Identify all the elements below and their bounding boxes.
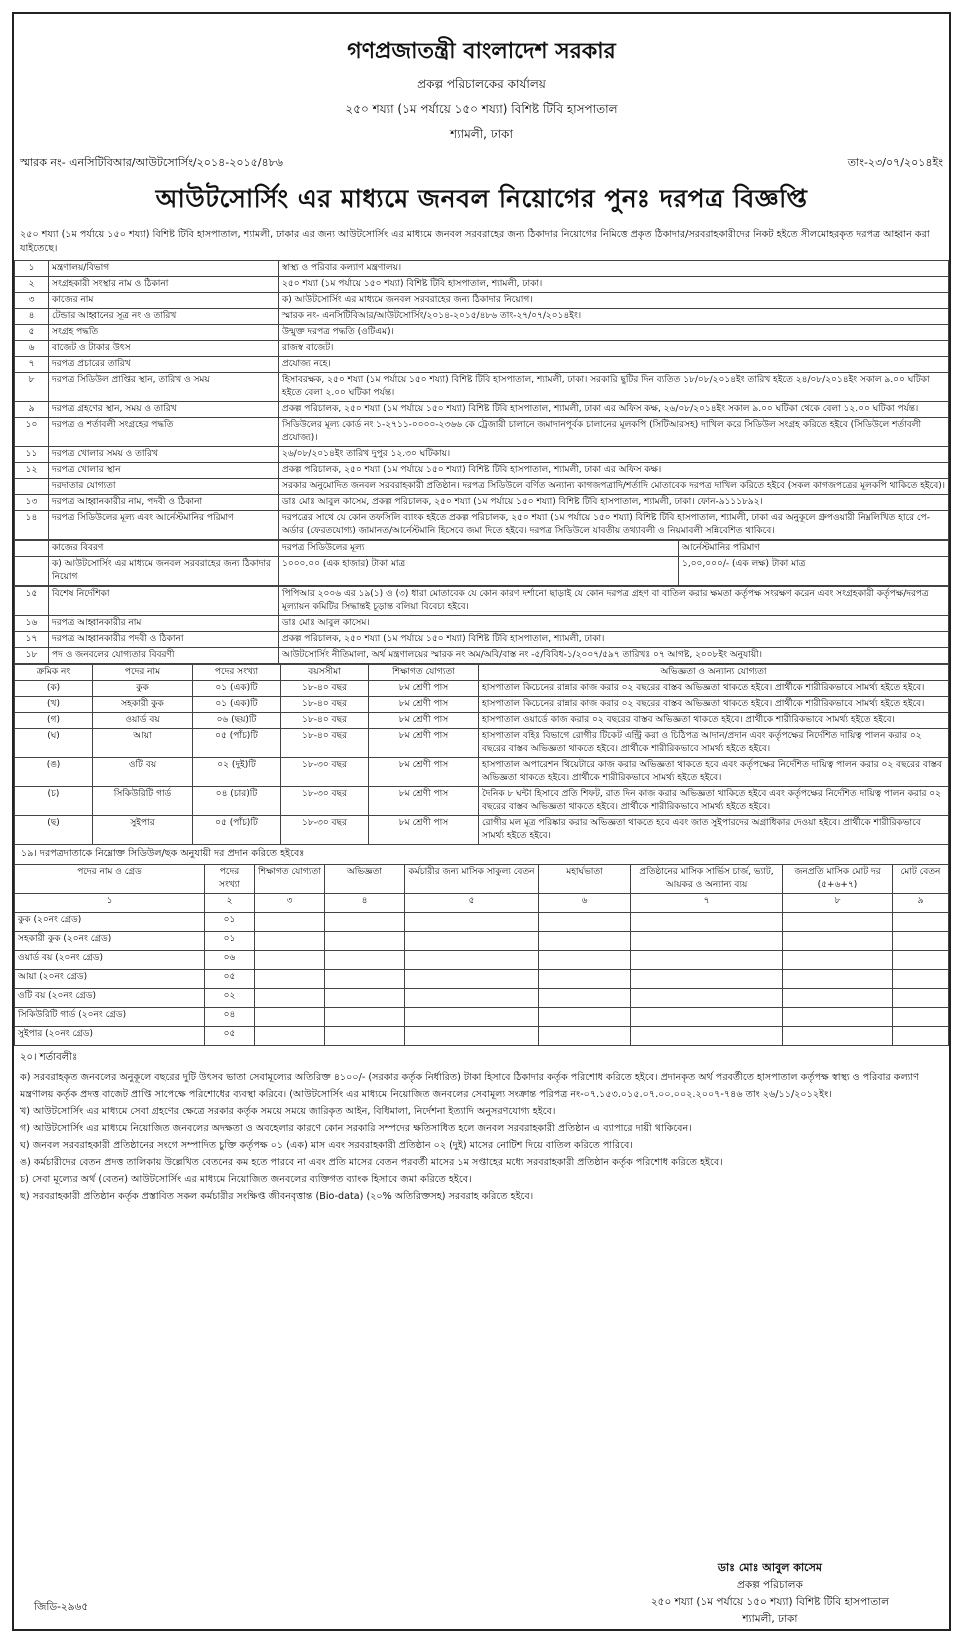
grade-empty-cell bbox=[539, 989, 631, 1008]
memo-date: তাং-২৩/০৭/২০১৪ইং bbox=[847, 156, 943, 169]
post-count: ০২ (দুই)টি bbox=[193, 758, 281, 787]
info-row-number: ৩ bbox=[15, 293, 49, 309]
condition-item: খ) আউটসোর্সিং এর মাধ্যমে সেবা গ্রহণের ক্ষেত্রে সরকার কর্তৃক সময়ে সময়ে জারিকৃত আইন, বিধিমালা, নির্দেশনা ইত্যাদি অনুসরণযোগ্য হইবে। bbox=[20, 1106, 556, 1117]
fee-head-work: কাজের বিবরণ bbox=[49, 541, 279, 557]
info-row-label: সংগ্রহকারী সংস্থার নাম ও ঠিকানা bbox=[49, 277, 279, 293]
info-row-number: ৮ bbox=[15, 373, 49, 402]
post-exp: হাসপাতাল কিচেনের রান্নার কাজ করার ০২ বছরের বাস্তব অভিজ্ঞতা থাকতে হইবে। প্রার্থীকে শারীরিকভাবে সামর্থ্য হইতে হইবে। bbox=[479, 697, 949, 713]
info-row bbox=[15, 293, 949, 309]
grade-count: ০৬ bbox=[205, 951, 255, 970]
grade-empty-cell bbox=[405, 1008, 539, 1027]
memo-number: স্মারক নং- এনসিটিবিআর/আউটসোর্সিং/২০১৪-২০১৫/৪৮৬ bbox=[20, 156, 283, 169]
grade-column-number: ৬ bbox=[539, 894, 631, 913]
post-name: ওটি বয় bbox=[93, 758, 193, 787]
post-edu: ৮ম শ্রেণী পাস bbox=[369, 681, 479, 697]
post-age: ১৮-৪০ বছর bbox=[281, 713, 369, 729]
info-row-number: ১১ bbox=[15, 447, 49, 463]
post-exp: হাসপাতাল বহিঃ বিভাগে রোগীর টিকেট এন্ট্রি করা ও চিঠিপত্র আদান/প্রদান এবং কর্তৃপক্ষের নির্দেশিত দায়িত্ব পালন করার ০২ বছরের বাস্তব অভিজ্ঞতা থাকতে হইবে। প্রার্থীকে শারীরিকভাবে সামর্থ্য হইতে হইবে। bbox=[479, 729, 949, 758]
posts-header-cell: ক্রমিক নং bbox=[15, 665, 93, 681]
post-name: সুইপার bbox=[93, 816, 193, 845]
grade-empty-cell bbox=[405, 1027, 539, 1046]
info-row-label: বাজেট ও টাকার উৎস bbox=[49, 341, 279, 357]
fee-work: ক) আউটসোর্সিং এর মাধ্যমে জনবল সরবরাহের জন্য ঠিকাদার নিয়োগ bbox=[49, 557, 279, 586]
condition-item: ঙ) কর্মচারীদের বেতন প্রদত্ত তালিকায় উল্লেখিত বেতনের কম হতে পারবে না এবং প্রতি মাসের বেতন পরবর্তী মাসের ১ম সপ্তাহের মধ্যে সরবরাহকারী প্রতিষ্ঠান কর্তৃক পরিশোধ করিতে হইবে। bbox=[20, 1157, 723, 1168]
post-exp: হাসপাতাল অপারেশন থিয়েটারে কাজ করার অভিজ্ঞতা থাকতে হবে এবং কর্তৃপক্ষের নির্দেশিত দায়িত্ব পালন করার ০২ বছরের বাস্তব অভিজ্ঞতা থাকতে হইবে। প্রার্থীকে শারীরিকভাবে সামর্থ্য হইতে হইবে। bbox=[479, 758, 949, 787]
info-row-label: দরপত্র আহ্বানকারীর নাম, পদবী ও ঠিকানা bbox=[49, 495, 279, 511]
grade-empty-cell bbox=[539, 951, 631, 970]
post-edu: ৮ম শ্রেণী পাস bbox=[369, 787, 479, 816]
info-row-number: ১০ bbox=[15, 418, 49, 447]
post-count: ০৫ (পাঁচ)টি bbox=[193, 729, 281, 758]
info-row bbox=[15, 402, 949, 418]
info-row-value: স্মারক নং- এনসিটিবিআর/আউটসোর্সিং/২০১৪-২০১৫/৪৮৬ তাং-২৭/০৭/২০১৪ইং। bbox=[279, 309, 949, 325]
fee-table bbox=[14, 540, 949, 586]
info-row-label: দরপত্র আহ্বানকারীর পদবী ও ঠিকানা bbox=[49, 632, 279, 648]
grade-row bbox=[15, 1027, 949, 1046]
gd-number: জিডি-২৯৬৫ bbox=[34, 1601, 89, 1613]
info-row bbox=[15, 277, 949, 293]
grade-row bbox=[15, 989, 949, 1008]
fee-head-price: দরপত্র সিডিউলের মূল্য bbox=[279, 541, 679, 557]
fee-price: ১০০০.০০ (এক হাজার) টাকা মাত্র bbox=[279, 557, 679, 586]
info-row-label: মন্ত্রণালয়/বিভাগ bbox=[49, 261, 279, 277]
grade-empty-cell bbox=[893, 951, 949, 970]
info-row-value: প্রযোজ্য নহে। bbox=[279, 357, 949, 373]
info-row-number: ৪ bbox=[15, 309, 49, 325]
info-row bbox=[15, 616, 949, 632]
grade-empty-cell bbox=[255, 970, 325, 989]
grade-count: ০৫ bbox=[205, 970, 255, 989]
info-row-number: ১৮ bbox=[15, 648, 49, 664]
info-row-number: ১৪ bbox=[15, 511, 49, 540]
grade-count: ০১ bbox=[205, 913, 255, 932]
condition-item: ক) সরবরাহকৃত জনবলের অনুকূলে বছরের দুটি উৎসব ভাতা সেবামূল্যের অতিরিক্ত ৪১০০/- (সরকার কর্তৃক নির্ধারিত) টাকা হিসাবে ঠিকাদার কর্তৃক পরিশোধ করিতে হইবে। প্রদানকৃত অর্থ পরবর্তীতে হাসপাতাল কর্তৃপক্ষ স্বাস্থ্য ও পরিবার কল্যাণ মন্ত্রণালয় কর্তৃক প্রদত্ত বাজেট প্রাপ্তি সাপেক্ষে পরিশোধের ব্যবস্থা করিবে। (আউটসোর্সিং এর মাধ্যমে নিয়োজিত জনবলের সেবামূল্য সংক্রান্ত পরিপত্র নং-০৭.১৫৩.০১৫.০৭.০০.০০২.২০০৭-৭৪৬ তাং ২৬/১১/২০১২ইং। bbox=[20, 1072, 919, 1100]
post-sl: (খ) bbox=[15, 697, 93, 713]
post-exp: দৈনিক ৮ ঘন্টা হিসাবে প্রতি শিফট, রাত দিন কাজ করার অভিজ্ঞতা থাকিতে হইবে এবং কর্তৃপক্ষের নির্দেশিত দায়িত্ব পালন করার ০২ বছরের বাস্তব অভিজ্ঞতা থাকতে হইবে। প্রার্থীকে শারীরিকভাবে সামর্থ্য হইতে হইবে। bbox=[479, 787, 949, 816]
condition-item: চ) সেবা মূল্যের অর্থ (বেতন) আউটসোর্সিং এর মাধ্যমে নিয়োজিত জনবলের ব্যক্তিগত ব্যাংক হিসাবে জমা করিতে হইবে। bbox=[20, 1174, 472, 1185]
signatory-hospital: ২৫০ শয্যা (১ম পর্যায়ে ১৫০ শয্যা) বিশিষ্ট টিবি হাসপাতাল bbox=[650, 1596, 889, 1608]
grade-empty-cell bbox=[783, 913, 893, 932]
tender-info-table-2 bbox=[14, 586, 949, 664]
info-row-number: ১৬ bbox=[15, 616, 49, 632]
post-name: আয়া bbox=[93, 729, 193, 758]
post-sl: (চ) bbox=[15, 787, 93, 816]
info-row-number: ১৭ bbox=[15, 632, 49, 648]
grade-header-cell: পদের সংখ্যা bbox=[205, 865, 255, 894]
post-row bbox=[15, 681, 949, 697]
grade-count: ০৪ bbox=[205, 1008, 255, 1027]
grade-empty-cell bbox=[405, 970, 539, 989]
grade-header-cell: কর্মচারীর জন্য মাসিক সাকুল্য বেতন bbox=[405, 865, 539, 894]
grade-empty-cell bbox=[325, 989, 405, 1008]
info-row-number: ৫ bbox=[15, 325, 49, 341]
posts-header-cell: অভিজ্ঞতা ও অন্যান্য যোগ্যতা bbox=[479, 665, 949, 681]
grade-empty-cell bbox=[631, 1027, 783, 1046]
info-row-label: পদ ও জনবলের যোগ্যতার বিবরণী bbox=[49, 648, 279, 664]
post-row bbox=[15, 713, 949, 729]
tender-info-table bbox=[14, 260, 949, 540]
post-count: ০৬ (ছয়)টি bbox=[193, 713, 281, 729]
grade-column-number: ৮ bbox=[783, 894, 893, 913]
post-exp: হাসপাতাল কিচেনের রান্নার কাজ করার ০২ বছরের বাস্তব অভিজ্ঞতা থাকতে হইবে। প্রার্থীকে শারীরিকভাবে সামর্থ্য হইতে হইবে। bbox=[479, 681, 949, 697]
info-row bbox=[15, 447, 949, 463]
post-sl: (গ) bbox=[15, 713, 93, 729]
info-row bbox=[15, 309, 949, 325]
post-sl: (ঙ) bbox=[15, 758, 93, 787]
info-row bbox=[15, 479, 949, 495]
info-row-number: ১ bbox=[15, 261, 49, 277]
info-row-number: ১২ bbox=[15, 463, 49, 479]
grade-header-cell: মোট বেতন bbox=[893, 865, 949, 894]
grade-header-cell: জনপ্রতি মাসিক মোট দর (৫+৬+৭) bbox=[783, 865, 893, 894]
grade-empty-cell bbox=[255, 932, 325, 951]
grade-empty-cell bbox=[783, 970, 893, 989]
posts-header-cell: পদের নাম bbox=[93, 665, 193, 681]
grade-empty-cell bbox=[405, 913, 539, 932]
info-row-value: রাজস্ব বাজেট। bbox=[279, 341, 949, 357]
grade-empty-cell bbox=[539, 1027, 631, 1046]
grade-header-cell: অভিজ্ঞতা bbox=[325, 865, 405, 894]
info-row-label: দরপত্র প্রচারের তারিখ bbox=[49, 357, 279, 373]
section-19-text: ১৯। দরপত্রদাতাকে নিম্নোক্ত সিডিউল/ছক অনুযায়ী দর প্রদান করিতে হইবেঃ bbox=[14, 845, 949, 864]
posts-header-cell: শিক্ষাগত যোগ্যতা bbox=[369, 665, 479, 681]
fee-head-earnest: আর্নেস্টমানির পরিমাণ bbox=[679, 541, 949, 557]
post-edu: ৮ম শ্রেণী পাস bbox=[369, 697, 479, 713]
info-row bbox=[15, 632, 949, 648]
info-row bbox=[15, 463, 949, 479]
grade-empty-cell bbox=[893, 1027, 949, 1046]
grade-empty-cell bbox=[631, 970, 783, 989]
grade-empty-cell bbox=[255, 951, 325, 970]
info-row bbox=[15, 261, 949, 277]
grade-header-cell: পদের নাম ও গ্রেড bbox=[15, 865, 205, 894]
post-edu: ৮ম শ্রেণী পাস bbox=[369, 758, 479, 787]
info-row-label: দরপত্র ও শর্তাবলী সংগ্রহের পদ্ধতি bbox=[49, 418, 279, 447]
info-row-value: ক) আউটসোর্সিং এর মাধ্যমে জনবল সরবরাহের জন্য ঠিকাদার নিয়োগ। bbox=[279, 293, 949, 309]
grade-empty-cell bbox=[631, 913, 783, 932]
grade-empty-cell bbox=[893, 932, 949, 951]
info-row bbox=[15, 495, 949, 511]
grade-row bbox=[15, 951, 949, 970]
grade-empty-cell bbox=[631, 951, 783, 970]
grade-empty-cell bbox=[783, 1027, 893, 1046]
grade-column-number: ২ bbox=[205, 894, 255, 913]
grade-empty-cell bbox=[893, 989, 949, 1008]
signatory-location: শ্যামলী, ঢাকা bbox=[742, 1613, 798, 1625]
grade-empty-cell bbox=[783, 1008, 893, 1027]
grade-column-number: ১ bbox=[15, 894, 205, 913]
grade-row bbox=[15, 970, 949, 989]
post-count: ০১ (এক)টি bbox=[193, 681, 281, 697]
info-row-value: ডাঃ মোঃ আবুল কাসেম। bbox=[279, 616, 949, 632]
post-row bbox=[15, 697, 949, 713]
posts-table bbox=[14, 664, 949, 845]
grade-count: ০৫ bbox=[205, 1027, 255, 1046]
info-row-number: ৬ bbox=[15, 341, 49, 357]
info-row-value: স্বাস্থ্য ও পরিবার কল্যাণ মন্ত্রণালয়। bbox=[279, 261, 949, 277]
grade-empty-cell bbox=[631, 1008, 783, 1027]
post-age: ১৮-৩০ বছর bbox=[281, 816, 369, 845]
grade-name: ওয়ার্ড বয় (২০নং গ্রেড) bbox=[15, 951, 205, 970]
notice-page bbox=[12, 12, 951, 1631]
info-row-value: পিপিআর ২০০৬ এর ১৯(১) ও (৩) ধারা মোতাবেক যে কোন কারণ দর্শানো ছাড়াই যে কোন দরপত্র গ্রহণ বা বাতিল করার ক্ষমতা কর্তৃপক্ষ সংরক্ষণ করেন এবং সংগ্রহকারী কর্তৃপক্ষ/দরপত্র মূল্যায়ন কমিটির সিদ্ধান্তই চূড়ান্ত বলিয়া বিবেচ্য হইবে। bbox=[279, 587, 949, 616]
info-row-number: ২ bbox=[15, 277, 49, 293]
grade-empty-cell bbox=[255, 989, 325, 1008]
grade-column-number: ৪ bbox=[325, 894, 405, 913]
intro-text: ২৫০ শয্যা (১ম পর্যায়ে ১৫০ শয্যা) বিশিষ্ট টিবি হাসপাতাল, শ্যামলী, ঢাকার এর জন্য আউটসোর্সিং এর মাধ্যমে জনবল সরবরাহের জন্য ঠিকাদার নিয়োগের নিমিত্তে প্রকৃত ঠিকাদার/সরবরাহকারীদের নিকট হইতে সীলমোহরকৃত দরপত্র আহ্বান করা যাইতেছে। bbox=[20, 229, 930, 254]
grade-empty-cell bbox=[783, 989, 893, 1008]
posts-header-cell: পদের সংখ্যা bbox=[193, 665, 281, 681]
grade-header-cell: মহার্ঘভাতা bbox=[539, 865, 631, 894]
grade-empty-cell bbox=[783, 951, 893, 970]
grade-empty-cell bbox=[255, 1008, 325, 1027]
grade-header-cell: প্রতিষ্ঠানের মাসিক সার্ভিস চার্জ, ভ্যাট, আয়কর ও অন্যান্য ব্যয় bbox=[631, 865, 783, 894]
grade-empty-cell bbox=[893, 1008, 949, 1027]
info-row bbox=[15, 341, 949, 357]
grade-empty-cell bbox=[539, 913, 631, 932]
notice-title: আউটসোর্সিং এর মাধ্যমে জনবল নিয়োগের পুনঃ দরপত্র বিজ্ঞপ্তি bbox=[155, 184, 808, 213]
grade-empty-cell bbox=[255, 913, 325, 932]
grade-row bbox=[15, 1008, 949, 1027]
grade-empty-cell bbox=[539, 1008, 631, 1027]
post-exp: রোগীর মল মূত্র পরিষ্কার করার অভিজ্ঞতা থাকতে হবে এবং জাত সুইপারদের অগ্রাধিকার দেওয়া হইবে। প্রার্থীকে শারীরিকভাবে সামর্থ্য হইতে হইবে। bbox=[479, 816, 949, 845]
hospital-name: ২৫০ শয্যা (১ম পর্যায়ে ১৫০ শয্যা) বিশিষ্ট টিবি হাসপাতাল bbox=[345, 102, 618, 116]
grade-name: সুইপার (২০নং গ্রেড) bbox=[15, 1027, 205, 1046]
post-edu: ৮ম শ্রেণী পাস bbox=[369, 713, 479, 729]
post-sl: (ছ) bbox=[15, 816, 93, 845]
grade-header-cell: শিক্ষাগত যোগ্যতা bbox=[255, 865, 325, 894]
info-row-label: বিশেষ নির্দেশিকা bbox=[49, 587, 279, 616]
info-row-value: দরপত্রের সাথে যে কোন তফসিলি ব্যাংক হইতে প্রকল্প পরিচালক, ২৫০ শয্যা (১ম পর্যায়ে ১৫০ শয্যা) বিশিষ্ট টিবি হাসপাতাল, শ্যামলী, ঢাকা এর অনুকূলে গ্রুপওয়ারী নিম্নলিখিত হারে পে-অর্ডার (ফেরতযোগ্য) জামানত/আর্নেস্টমানি হিসেবে জমা দিতে হইবে। দরপত্র সিডিউলে যাবতীয় তথ্যাবলী ও নিয়মাবলী সন্নিবেশিত থাকিবে। bbox=[279, 511, 949, 540]
post-sl: (ক) bbox=[15, 681, 93, 697]
grade-column-number: ৫ bbox=[405, 894, 539, 913]
grade-empty-cell bbox=[631, 989, 783, 1008]
grade-empty-cell bbox=[631, 932, 783, 951]
info-row bbox=[15, 511, 949, 540]
grade-empty-cell bbox=[325, 932, 405, 951]
info-row-number bbox=[15, 479, 49, 495]
info-row bbox=[15, 325, 949, 341]
grade-empty-cell bbox=[539, 970, 631, 989]
info-row bbox=[15, 418, 949, 447]
info-row-value: প্রকল্প পরিচালক, ২৫০ শয্যা (১ম পর্যায়ে ১৫০ শয্যা) বিশিষ্ট টিবি হাসপাতাল, শ্যামলী, ঢাকা। bbox=[279, 632, 949, 648]
post-row bbox=[15, 758, 949, 787]
grade-empty-cell bbox=[783, 932, 893, 951]
info-row-label: দরপত্র আহ্বানকারীর নাম bbox=[49, 616, 279, 632]
info-row-label: দরপত্র খোলার স্থান bbox=[49, 463, 279, 479]
post-name: ওয়ার্ড বয় bbox=[93, 713, 193, 729]
grade-empty-cell bbox=[255, 1027, 325, 1046]
grade-row bbox=[15, 932, 949, 951]
grade-row bbox=[15, 913, 949, 932]
grade-empty-cell bbox=[325, 913, 405, 932]
post-name: সহকারী কুক bbox=[93, 697, 193, 713]
header bbox=[14, 34, 949, 146]
info-row-number: ১৫ bbox=[15, 587, 49, 616]
condition-item: ঘ) জনবল সরবরাহকারী প্রতিষ্ঠানের সংগে সম্পাদিত চুক্তি কর্তৃপক্ষ ০১ (এক) মাস এবং সরবরাহকারী প্রতিষ্ঠান ০২ (দুই) মাসের নোটিশ দিয়ে বাতিল করিতে পারিবে। bbox=[20, 1140, 633, 1151]
info-row-value: প্রকল্প পরিচালক, ২৫০ শয্যা (১ম পর্যায়ে ১৫০ শয্যা) বিশিষ্ট টিবি হাসপাতাল, শ্যামলী, ঢাকা এর অফিস কক্ষ। bbox=[279, 463, 949, 479]
post-name: সিকিউরিটি গার্ড bbox=[93, 787, 193, 816]
grade-empty-cell bbox=[325, 951, 405, 970]
info-row-number: ৯ bbox=[15, 402, 49, 418]
reference-line bbox=[14, 154, 949, 173]
info-row-label: সংগ্রহ পদ্ধতি bbox=[49, 325, 279, 341]
info-row-label: দরপত্র সিডিউলের মূল্য এবং আর্নেস্টমানির পরিমাণ bbox=[49, 511, 279, 540]
info-row bbox=[15, 648, 949, 664]
signatory-name: ডাঃ মোঃ আবুল কাসেম bbox=[717, 1561, 822, 1574]
grade-name: সহকারী কুক (২০নং গ্রেড) bbox=[15, 932, 205, 951]
price-schedule-table bbox=[14, 864, 949, 1046]
condition-item: গ) আউটসোর্সিং এর মাধ্যমে নিয়োজিত জনবলের অদক্ষতা ও অবহেলার কারণে কোন সরকারি সম্পদের ক্ষতিসাধিত হলে জনবল সরবরাহকারী প্রতিষ্ঠান এ ব্যাপারে দায়ী থাকিবেন। bbox=[20, 1123, 692, 1134]
grade-count: ০২ bbox=[205, 989, 255, 1008]
conditions-title: ২০। শর্তাবলীঃ bbox=[20, 1052, 78, 1063]
posts-header-cell: বয়সসীমা bbox=[281, 665, 369, 681]
office-name: প্রকল্প পরিচালকের কার্যালয় bbox=[417, 77, 546, 91]
post-age: ১৮-৩০ বছর bbox=[281, 758, 369, 787]
post-exp: হাসপাতাল ওয়ার্ডে কাজ করার ০২ বছরের বাস্তব অভিজ্ঞতা থাকতে হইবে। প্রার্থীকে শারীরিকভাবে সামর্থ্য হইতে হইবে। bbox=[479, 713, 949, 729]
info-row-value: ডাঃ মোঃ আবুল কাসেম, প্রকল্প পরিচালক, ২৫০ শয্যা (১ম পর্যায়ে ১৫০ শয্যা) বিশিষ্ট টিবি হাসপাতাল, শ্যামলী, ঢাকা। ফোন-৯১১১৮৯২। bbox=[279, 495, 949, 511]
grade-empty-cell bbox=[539, 932, 631, 951]
info-row-value: সিডিউলের মূল্য কোর্ড নং ১-২৭১১-০০০০-২৩৬৬ কে ট্রেজারী চালানে জমাদানপূর্বক চালানের মূলকপি (সিটিআরসহ) দাখিল করে সিডিউল সংগ্রহ করিতে হইবে (সিডিউলে শর্তাবলী প্রযোজ্য)। bbox=[279, 418, 949, 447]
post-row bbox=[15, 787, 949, 816]
signature-block bbox=[651, 1559, 889, 1628]
grade-count: ০১ bbox=[205, 932, 255, 951]
post-count: ০৫ (পাঁচ)টি bbox=[193, 816, 281, 845]
grade-column-number: ৭ bbox=[631, 894, 783, 913]
info-row-label: টেন্ডার আহ্বানের সূত্র নং ও তারিখ bbox=[49, 309, 279, 325]
grade-empty-cell bbox=[893, 970, 949, 989]
grade-empty-cell bbox=[325, 970, 405, 989]
info-row bbox=[15, 357, 949, 373]
grade-name: সিকিউরিটি গার্ড (২০নং গ্রেড) bbox=[15, 1008, 205, 1027]
info-row-value: প্রকল্প পরিচালক, ২৫০ শয্যা (১ম পর্যায়ে ১৫০ শয্যা) বিশিষ্ট টিবি হাসপাতাল, শ্যামলী, ঢাকা এর অফিস কক্ষ, ২৬/০৮/২০১৪ইং সকাল ৯.০০ ঘটিকা থেকে বেলা ১২.০০ ঘটিকা পর্যন্ত। bbox=[279, 402, 949, 418]
fee-earnest: ১,০০,০০০/- (এক লক্ষ) টাকা মাত্র bbox=[679, 557, 949, 586]
info-row-number: ১৩ bbox=[15, 495, 49, 511]
grade-column-number: ৩ bbox=[255, 894, 325, 913]
grade-empty-cell bbox=[405, 932, 539, 951]
info-row-value: ২৫০ শয্যা (১ম পর্যায়ে ১৫০ শয্যা) বিশিষ্ট টিবি হাসপাতাল, শ্যামলী, ঢাকা। bbox=[279, 277, 949, 293]
hospital-location: শ্যামলী, ঢাকা bbox=[450, 127, 513, 141]
grade-name: আয়া (২০নং গ্রেড) bbox=[15, 970, 205, 989]
post-edu: ৮ম শ্রেণী পাস bbox=[369, 729, 479, 758]
info-row-label: দরপত্র গ্রহণের স্থান, সময় ও তারিখ bbox=[49, 402, 279, 418]
post-age: ১৮-৪০ বছর bbox=[281, 729, 369, 758]
post-row bbox=[15, 729, 949, 758]
post-sl: (ঘ) bbox=[15, 729, 93, 758]
info-row-label: কাজের নাম bbox=[49, 293, 279, 309]
post-age: ১৮-৩০ বছর bbox=[281, 787, 369, 816]
grade-empty-cell bbox=[405, 951, 539, 970]
grade-column-number: ৯ bbox=[893, 894, 949, 913]
signatory-designation: প্রকল্প পরিচালক bbox=[737, 1579, 803, 1591]
info-row bbox=[15, 587, 949, 616]
post-age: ১৮-৪০ বছর bbox=[281, 697, 369, 713]
post-row bbox=[15, 816, 949, 845]
info-row-value: উন্মুক্ত দরপত্র পদ্ধতি (ওটিএম)। bbox=[279, 325, 949, 341]
grade-empty-cell bbox=[325, 1008, 405, 1027]
info-row-value: সরকার অনুমোদিত জনবল সরবরাহকারী প্রতিষ্ঠান। দরপত্র সিডিউলে বর্ণিত অন্যান্য কাগজপত্রাদি/শর্তাদি মোতাবেক দরপত্র দাখিল করিতে হইবে (সকল কাগজপত্রের মূলকপি থাকিতে হইবে)। bbox=[279, 479, 949, 495]
info-row-label: দরদাতার যোগ্যতা bbox=[49, 479, 279, 495]
post-name: কুক bbox=[93, 681, 193, 697]
grade-name: কুক (২০নং গ্রেড) bbox=[15, 913, 205, 932]
info-row-label: দরপত্র সিডিউল প্রাপ্তির স্থান, তারিখ ও সময় bbox=[49, 373, 279, 402]
government-title: গণপ্রজাতন্ত্রী বাংলাদেশ সরকার bbox=[347, 38, 616, 64]
fee-spacer bbox=[15, 557, 49, 586]
info-row-label: দরপত্র খোলার সময় ও তারিখ bbox=[49, 447, 279, 463]
grade-empty-cell bbox=[405, 989, 539, 1008]
grade-empty-cell bbox=[893, 913, 949, 932]
info-row-value: ২৬/০৮/২০১৪ইং তারিখ দুপুর ১২.৩০ ঘটিকায়। bbox=[279, 447, 949, 463]
info-row bbox=[15, 373, 949, 402]
post-count: ০১ (এক)টি bbox=[193, 697, 281, 713]
condition-item: ছ) সরবরাহকারী প্রতিষ্ঠান কর্তৃক প্রস্তাবিত সকল কর্মচারীর সংক্ষিপ্ত জীবনবৃত্তান্ত (Bio-data) (২০% অতিরিক্তসহ) সরবরাহ করিতে হইবে। bbox=[20, 1191, 534, 1202]
post-age: ১৮-৪০ বছর bbox=[281, 681, 369, 697]
grade-empty-cell bbox=[325, 1027, 405, 1046]
post-edu: ৮ম শ্রেণী পাস bbox=[369, 816, 479, 845]
grade-name: ওটি বয় (২০নং গ্রেড) bbox=[15, 989, 205, 1008]
info-row-number: ৭ bbox=[15, 357, 49, 373]
fee-spacer bbox=[15, 541, 49, 557]
info-row-value: হিসাবরক্ষক, ২৫০ শয্যা (১ম পর্যায়ে ১৫০ শয্যা) বিশিষ্ট টিবি হাসপাতাল, শ্যামলী, ঢাকা। সরকারি ছুটির দিন ব্যতিত ১৮/০৮/২০১৪ইং তারিখ হইতে ২৪/০৮/২০১৪ইং সকাল ৯.০০ ঘটিকা হইতে বেলা ২.০০ ঘটিকা পর্যন্ত। bbox=[279, 373, 949, 402]
post-count: ০৪ (চার)টি bbox=[193, 787, 281, 816]
conditions-list bbox=[14, 1069, 949, 1205]
info-row-value: আউটসোর্সিং নীতিমালা, অর্থ মন্ত্রণালয়ের স্মারক নং অম/অবি/বাস্ত নং -৫/বিবিধ-১/২০০৭/৫৯৭ তারিখঃ ০৭ আগষ্ট, ২০০৮ইং অনুযায়ী। bbox=[279, 648, 949, 664]
